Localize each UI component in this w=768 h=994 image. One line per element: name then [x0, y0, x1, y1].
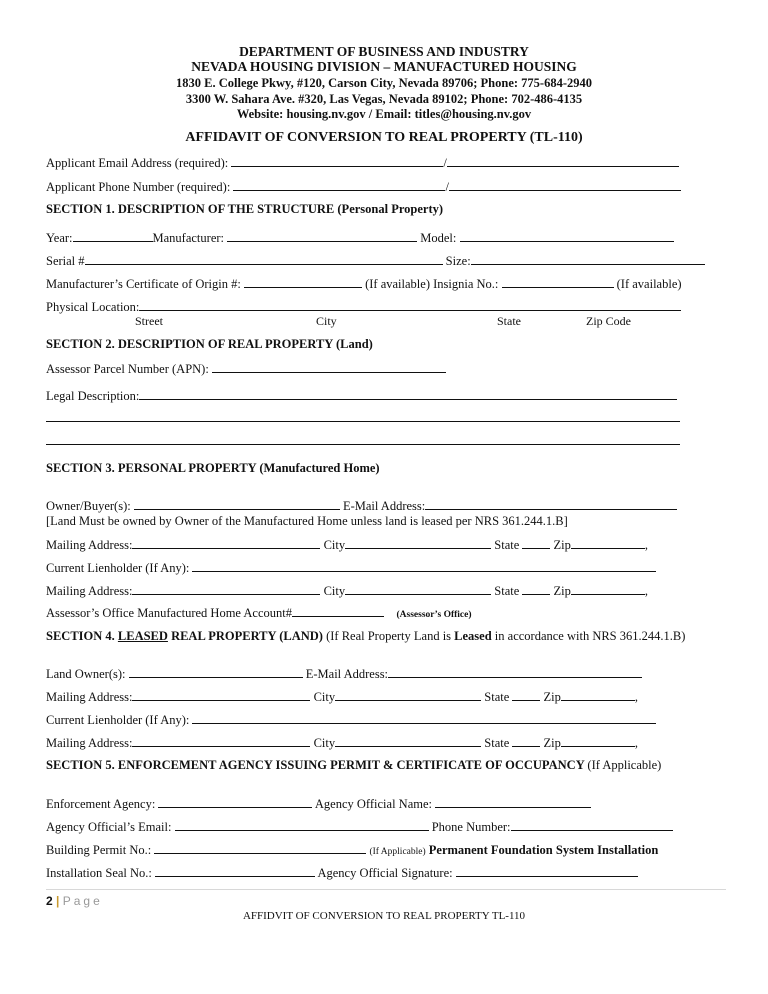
city-field-4[interactable] — [335, 735, 481, 747]
serial-field[interactable] — [85, 253, 443, 265]
building-permit-label: Building Permit No.: — [46, 843, 152, 857]
applicant-email-label: Applicant Email Address (required): — [46, 156, 229, 170]
city-field-1[interactable] — [345, 537, 491, 549]
section-4-leased: LEASED — [117, 629, 168, 643]
mailing-row-4 — [46, 735, 638, 751]
applicant-phone-field-1[interactable] — [233, 179, 445, 191]
zip-field-2[interactable] — [571, 583, 645, 595]
year-label: Year: — [46, 231, 73, 245]
zip-label-1: Zip — [553, 538, 571, 552]
enforcement-agency-label: Enforcement Agency: — [46, 797, 156, 811]
apn-label: Assessor Parcel Number (APN): — [46, 362, 209, 376]
mailing-label-2: Mailing Address: — [46, 584, 133, 598]
owner-email-field[interactable] — [425, 498, 677, 510]
mailing-row-2 — [46, 583, 648, 599]
page-number-separator: | — [56, 894, 60, 908]
page-number — [46, 894, 103, 908]
comma-2: , — [644, 584, 648, 598]
caption-street: Street — [135, 314, 163, 328]
form-title: AFFIDAVIT OF CONVERSION TO REAL PROPERTY (TL-110) — [185, 130, 583, 145]
assessor-account-field[interactable] — [292, 605, 384, 617]
legal-description-line-2[interactable] — [46, 421, 680, 422]
zip-field-1[interactable] — [571, 537, 645, 549]
contact-website-email: Website: housing.nv.gov / Email: titles@housing.nv.gov — [236, 107, 532, 121]
city-field-2[interactable] — [345, 583, 491, 595]
owner-email-label: E-Mail Address: — [342, 499, 426, 513]
mailing-row-3 — [46, 689, 638, 705]
model-label: Model: — [420, 231, 457, 245]
official-email-row — [46, 819, 673, 835]
zip-field-3[interactable] — [561, 689, 635, 701]
caption-zip: Zip Code — [586, 314, 631, 328]
official-phone-label: Phone Number: — [431, 820, 511, 834]
legal-description-row — [46, 388, 677, 404]
state-field-1[interactable] — [522, 537, 550, 549]
size-label: Size: — [445, 254, 471, 268]
lienholder-label-1: Current Lienholder (If Any): — [46, 561, 190, 575]
page-number-value: 2 — [46, 894, 53, 908]
lienholder-row-2 — [46, 712, 656, 728]
city-label-2: City — [323, 584, 346, 598]
section-4-note-post: in accordance with NRS 361.244.1.B) — [494, 629, 686, 643]
official-signature-field[interactable] — [456, 865, 638, 877]
applicant-phone-field-2[interactable] — [449, 179, 681, 191]
section-4-heading — [46, 629, 685, 644]
owner-row — [46, 498, 677, 514]
caption-state: State — [497, 314, 521, 328]
assessor-office-note: (Assessor’s Office) — [396, 610, 472, 620]
legal-description-line-3[interactable] — [46, 444, 680, 445]
serial-label: Serial # — [46, 254, 85, 268]
zip-field-4[interactable] — [561, 735, 635, 747]
caption-city: City — [316, 314, 337, 328]
physical-location-row — [46, 299, 681, 315]
city-field-3[interactable] — [335, 689, 481, 701]
land-ownership-note: [Land Must be owned by Owner of the Manufactured Home unless land is leased per NRS 361.244.1.B] — [46, 514, 568, 528]
manufacturer-label: Manufacturer: — [152, 231, 225, 245]
assessor-account-label: Assessor’s Office Manufactured Home Account# — [46, 606, 293, 620]
mco-label: Manufacturer’s Certificate of Origin #: — [46, 277, 241, 291]
comma-4: , — [634, 736, 638, 750]
permit-row — [46, 842, 658, 858]
physical-location-label: Physical Location: — [46, 300, 140, 314]
mco-field[interactable] — [244, 276, 362, 288]
official-phone-field[interactable] — [511, 819, 673, 831]
state-label-4: State — [484, 736, 510, 750]
official-name-field[interactable] — [435, 796, 591, 808]
agency-row — [46, 796, 591, 812]
applicant-email-row — [46, 155, 679, 171]
section-5-heading — [46, 758, 661, 773]
department-name: DEPARTMENT OF BUSINESS AND INDUSTRY — [239, 44, 529, 59]
origin-row — [46, 276, 682, 292]
comma-1: , — [644, 538, 648, 552]
insignia-label: Insignia No.: — [433, 277, 499, 291]
applicant-phone-row — [46, 179, 681, 195]
footer-divider — [46, 889, 726, 890]
lienholder-label-2: Current Lienholder (If Any): — [46, 713, 190, 727]
official-email-label: Agency Official’s Email: — [46, 820, 172, 834]
serial-row — [46, 253, 705, 269]
insignia-if-available: (If available) — [616, 277, 682, 291]
state-label-1: State — [494, 538, 520, 552]
foundation-label: Permanent Foundation System Installation — [428, 843, 659, 857]
zip-label-4: Zip — [543, 736, 561, 750]
permit-if-applicable: (If Applicable) — [369, 847, 426, 857]
mailing-row-1 — [46, 537, 648, 553]
lienholder-row-1 — [46, 560, 656, 576]
city-label-3: City — [313, 690, 336, 704]
applicant-email-field-2[interactable] — [447, 155, 679, 167]
section-4-title: REAL PROPERTY (LAND) — [171, 629, 323, 643]
applicant-email-field-1[interactable] — [231, 155, 443, 167]
section-4-note-leased: Leased — [454, 629, 492, 643]
comma-3: , — [634, 690, 638, 704]
zip-label-2: Zip — [553, 584, 571, 598]
city-label-4: City — [313, 736, 336, 750]
mco-if-available: (If available) — [365, 277, 430, 291]
section-3-heading: SECTION 3. PERSONAL PROPERTY (Manufactured Home) — [46, 461, 380, 475]
division-name: NEVADA HOUSING DIVISION – MANUFACTURED HOUSING — [191, 59, 577, 74]
manufacturer-field[interactable] — [227, 230, 417, 242]
legal-description-label: Legal Description: — [46, 389, 140, 403]
lienholder-field-2[interactable] — [192, 712, 656, 724]
installation-seal-label: Installation Seal No.: — [46, 866, 152, 880]
year-field[interactable] — [73, 230, 153, 242]
year-row — [46, 230, 674, 246]
applicant-email-separator: / — [443, 156, 447, 170]
building-permit-field[interactable] — [154, 842, 366, 854]
section-5-title: SECTION 5. ENFORCEMENT AGENCY ISSUING PERMIT & CERTIFICATE OF OCCUPANCY — [46, 758, 585, 772]
mailing-field-3[interactable] — [132, 689, 310, 701]
applicant-phone-label: Applicant Phone Number (required): — [46, 180, 231, 194]
mailing-field-4[interactable] — [132, 735, 310, 747]
state-field-3[interactable] — [512, 689, 540, 701]
mailing-field-2[interactable] — [132, 583, 320, 595]
owner-label: Owner/Buyer(s): — [46, 499, 131, 513]
state-label-2: State — [494, 584, 520, 598]
section-4-note-pre: (If Real Property Land is — [326, 629, 452, 643]
legal-description-field[interactable] — [139, 388, 677, 400]
apn-field[interactable] — [212, 361, 446, 373]
seal-row — [46, 865, 638, 881]
mailing-field-1[interactable] — [132, 537, 320, 549]
section-2-heading: SECTION 2. DESCRIPTION OF REAL PROPERTY (Land) — [46, 337, 373, 351]
official-signature-label: Agency Official Signature: — [317, 866, 453, 880]
official-email-field[interactable] — [175, 819, 429, 831]
city-label-1: City — [323, 538, 346, 552]
office-address-vegas: 3300 W. Sahara Ave. #320, Las Vegas, Nevada 89102; Phone: 702-486-4135 — [185, 92, 583, 106]
insignia-field[interactable] — [502, 276, 614, 288]
enforcement-agency-field[interactable] — [158, 796, 312, 808]
page-word: Page — [62, 894, 103, 908]
applicant-phone-separator: / — [445, 180, 449, 194]
land-owner-row — [46, 666, 642, 682]
lienholder-field-1[interactable] — [192, 560, 656, 572]
section-5-note: (If Applicable) — [587, 758, 662, 772]
state-field-2[interactable] — [522, 583, 550, 595]
office-address-carson: 1830 E. College Pkwy, #120, Carson City, Nevada 89706; Phone: 775-684-2940 — [176, 76, 592, 90]
size-field[interactable] — [471, 253, 705, 265]
installation-seal-field[interactable] — [155, 865, 315, 877]
apn-row — [46, 361, 446, 377]
land-owner-email-label: E-Mail Address: — [305, 667, 389, 681]
mailing-label-1: Mailing Address: — [46, 538, 133, 552]
state-label-3: State — [484, 690, 510, 704]
section-4-number: SECTION 4. — [46, 629, 115, 643]
section-1-title: SECTION 1. DESCRIPTION OF THE STRUCTURE — [46, 202, 335, 216]
state-field-4[interactable] — [512, 735, 540, 747]
land-owner-field[interactable] — [129, 666, 303, 678]
mailing-label-4: Mailing Address: — [46, 736, 133, 750]
model-field[interactable] — [460, 230, 674, 242]
mailing-label-3: Mailing Address: — [46, 690, 133, 704]
assessor-account-row — [46, 605, 472, 621]
physical-location-field[interactable] — [139, 299, 681, 311]
section-1-note: (Personal Property) — [337, 202, 444, 216]
official-name-label: Agency Official Name: — [314, 797, 432, 811]
owner-field[interactable] — [134, 498, 340, 510]
section-1-heading — [46, 202, 443, 217]
land-owner-label: Land Owner(s): — [46, 667, 126, 681]
zip-label-3: Zip — [543, 690, 561, 704]
footer-form-name: AFFIDVIT OF CONVERSION TO REAL PROPERTY TL-110 — [242, 910, 526, 922]
land-owner-email-field[interactable] — [388, 666, 642, 678]
